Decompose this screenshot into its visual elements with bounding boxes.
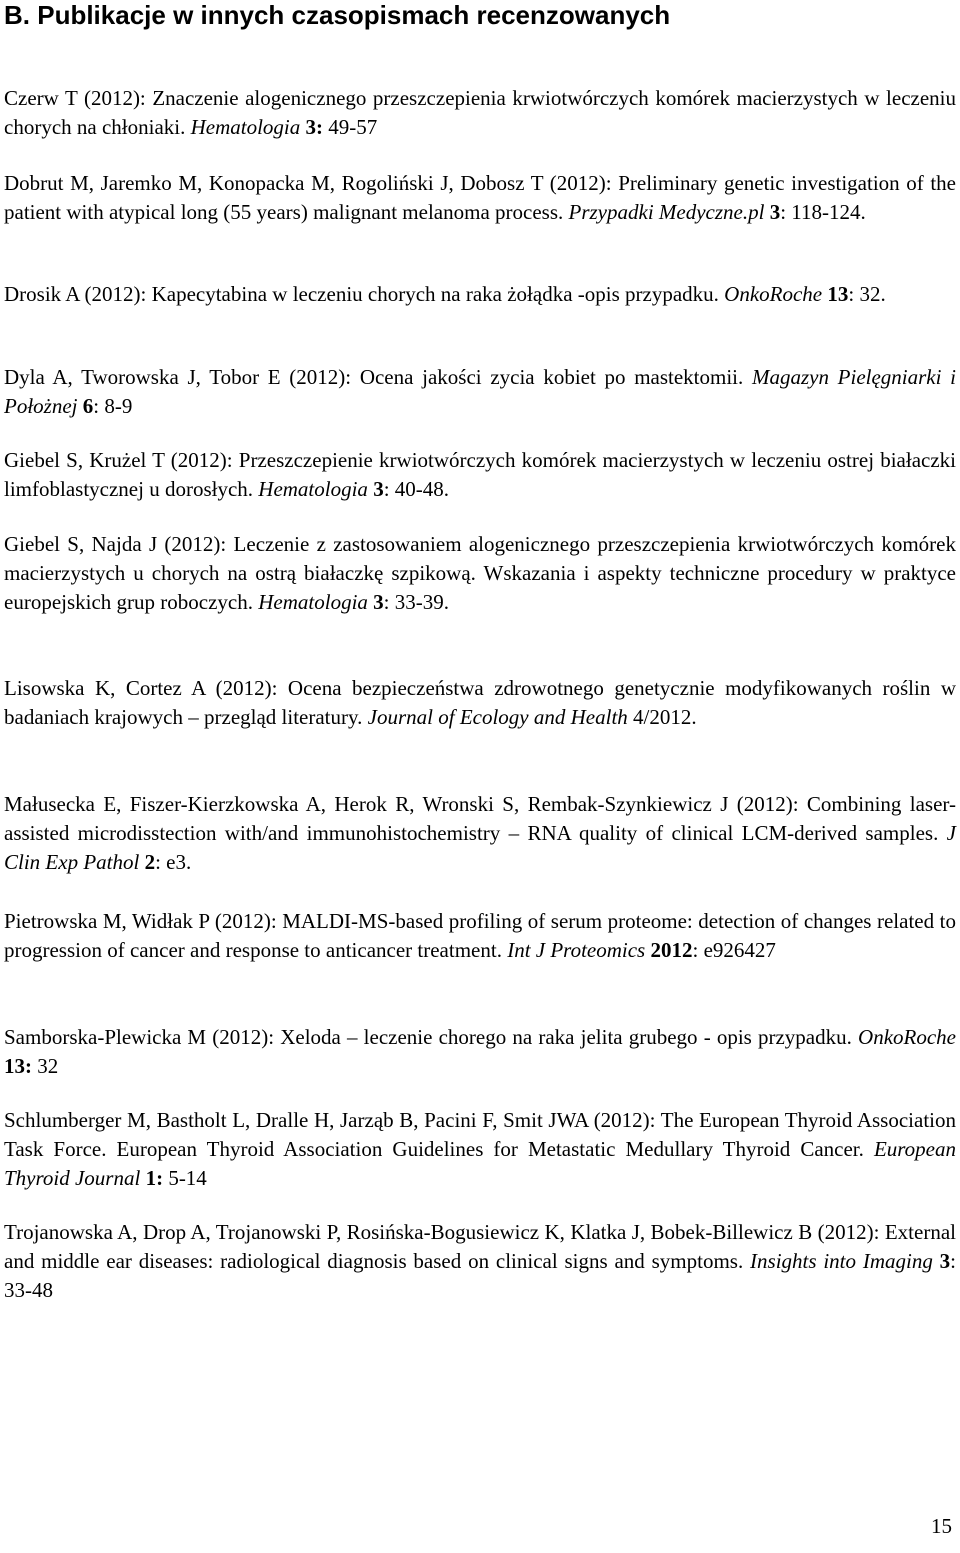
authors-year: Trojanowska A, Drop A, Trojanowski P, Rosińska-Bogusiewicz K, Klatka J, Bobek-Billewicz B (2012): xyxy=(4,1220,885,1244)
article-title: Kapecytabina w leczeniu chorych na raka żołądka -opis przypadku. xyxy=(151,282,725,306)
authors-year: Lisowska K, Cortez A (2012): xyxy=(4,676,288,700)
pages: 5-14 xyxy=(163,1166,207,1190)
authors-year: Czerw T (2012): xyxy=(4,86,153,110)
reference-entry xyxy=(4,907,956,965)
volume: 3 xyxy=(932,1249,951,1273)
pages: : 40-48. xyxy=(383,477,450,501)
article-title: Xeloda – leczenie chorego na raka jelita grubego - opis przypadku. xyxy=(280,1025,859,1049)
authors-year: Samborska-Plewicka M (2012): xyxy=(4,1025,281,1049)
volume: 6 xyxy=(77,394,94,418)
journal-name: Przypadki Medyczne.pl xyxy=(568,200,765,224)
pages: : 32. xyxy=(848,282,886,306)
reference-entry xyxy=(4,674,956,732)
reference-entry xyxy=(4,1023,956,1081)
journal-name: Hematologia xyxy=(258,590,368,614)
article-title: Ocena bezpieczeństwa zdrowotnego genetycznie modyfikowanych roślin w badaniach krajowych – przegląd literatury. xyxy=(4,676,956,729)
journal-name: OnkoRoche xyxy=(724,282,823,306)
pages: 32 xyxy=(32,1054,59,1078)
pages: : e926427 xyxy=(692,938,776,962)
volume: 2 xyxy=(139,850,156,874)
pages: 4/2012. xyxy=(627,705,697,729)
journal-name: Journal of Ecology and Health xyxy=(367,705,628,729)
journal-name: J Clin Exp Pathol xyxy=(4,821,956,874)
authors-year: Giebel S, Krużel T (2012): xyxy=(4,448,239,472)
volume: 2012 xyxy=(645,938,693,962)
reference-entry xyxy=(4,1106,956,1193)
reference-entry xyxy=(4,790,956,877)
journal-name: Int J Proteomics xyxy=(507,938,646,962)
article-title: The European Thyroid Association Task Force. European Thyroid Association Guidelines for Metastatic Medullary Thyroid Cancer. xyxy=(4,1108,956,1161)
article-title: Ocena jakości zycia kobiet po mastektomii. xyxy=(359,365,752,389)
authors-year: Pietrowska M, Widłak P (2012): xyxy=(4,909,283,933)
volume: 13 xyxy=(822,282,849,306)
volume: 3 xyxy=(764,200,781,224)
pages: : 33-48 xyxy=(4,1249,956,1302)
pages: : 118-124. xyxy=(780,200,866,224)
pages: : e3. xyxy=(155,850,192,874)
authors-year: Giebel S, Najda J (2012): xyxy=(4,532,234,556)
volume: 3: xyxy=(300,115,324,139)
pages: : 8-9 xyxy=(93,394,133,418)
article-title: MALDI-MS-based profiling of serum proteome: detection of changes related to progression of cancer and response to anticancer treatment. xyxy=(4,909,956,962)
authors-year: Dyla A, Tworowska J, Tobor E (2012): xyxy=(4,365,360,389)
article-title: Combining laser-assisted microdisstection with/and immunohistochemistry – RNA quality of clinical LCM-derived samples. xyxy=(4,792,956,845)
article-title: Leczenie z zastosowaniem alogenicznego przeszczepienia krwiotwórczych komórek macierzystych u chorych na ostrą białaczkę szpikową. Wskazania i aspekty techniczne procedury w praktyce europejskich grup roboczych. xyxy=(4,532,956,614)
pages: 49-57 xyxy=(323,115,378,139)
volume: 1: xyxy=(140,1166,164,1190)
reference-entry xyxy=(4,84,956,142)
journal-name: Insights into Imaging xyxy=(750,1249,933,1273)
article-title: Przeszczepienie krwiotwórczych komórek macierzystych w leczeniu ostrej białaczki limfoblastycznej u dorosłych. xyxy=(4,448,957,501)
volume: 3 xyxy=(367,590,384,614)
journal-name: Hematologia xyxy=(190,115,301,139)
reference-entry xyxy=(4,1218,956,1305)
authors-year: Drosik A (2012): xyxy=(4,282,152,306)
article-title: Znaczenie alogenicznego przeszczepienia krwiotwórczych komórek macierzystych w leczeniu chorych na chłoniaki. xyxy=(4,86,956,139)
authors-year: Schlumberger M, Bastholt L, Dralle H, Jarząb B, Pacini F, Smit JWA (2012): xyxy=(4,1108,661,1132)
reference-entry xyxy=(4,363,956,421)
journal-name: Hematologia xyxy=(258,477,368,501)
section-heading: B. Publikacje w innych czasopismach recenzowanych xyxy=(4,0,671,30)
journal-name: European Thyroid Journal xyxy=(4,1137,956,1190)
authors-year: Małusecka E, Fiszer-Kierzkowska A, Herok R, Wronski S, Rembak-Szynkiewicz J (2012): xyxy=(4,792,807,816)
reference-entry xyxy=(4,280,956,309)
pages: : 33-39. xyxy=(383,590,449,614)
journal-name: OnkoRoche xyxy=(858,1025,956,1049)
page-number: 15 xyxy=(931,1514,952,1538)
journal-name: Magazyn Pielęgniarki i Położnej xyxy=(4,365,956,418)
volume: 3 xyxy=(367,477,384,501)
article-title: Preliminary genetic investigation of the patient with atypical long (55 years) malignant melanoma process. xyxy=(4,171,956,224)
article-title: External and middle ear diseases: radiological diagnosis based on clinical signs and symptoms. xyxy=(4,1220,956,1273)
volume: 13: xyxy=(4,1054,32,1078)
reference-entry xyxy=(4,169,956,227)
authors-year: Dobrut M, Jaremko M, Konopacka M, Rogoliński J, Dobosz T (2012): xyxy=(4,171,619,195)
reference-entry xyxy=(4,530,956,617)
reference-entry xyxy=(4,446,956,504)
